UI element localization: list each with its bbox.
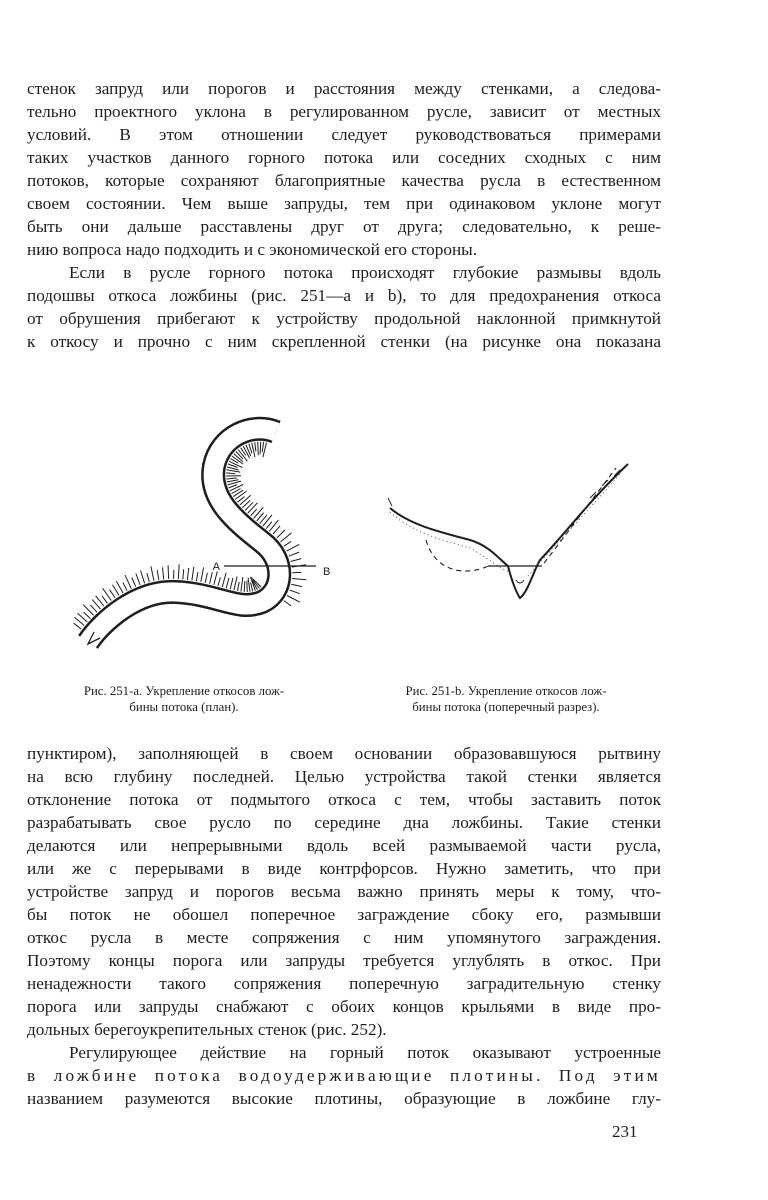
hatch-mark — [235, 491, 246, 499]
text-line: порога или запруды снабжают с обоих концов крыльями в виде про- — [27, 997, 661, 1016]
hatch-mark — [258, 442, 259, 455]
hatch-mark — [234, 577, 237, 591]
hatch-mark — [287, 596, 300, 603]
hatch-mark — [251, 583, 253, 592]
hatch-mark — [227, 480, 239, 482]
hatch-mark — [240, 495, 251, 505]
text-line: устройстве запруд и порогов весьма важно принять меры к тому, что- — [27, 882, 661, 901]
hatch-mark — [262, 442, 263, 452]
hatch-mark — [201, 567, 204, 582]
text-line: названием разумеются высокие плотины, образующие в ложбине глу- — [27, 1089, 661, 1108]
section-label-a: A — [212, 561, 220, 573]
text-line: стенок запруд или порогов и расстояния между стенками, а следова- — [27, 79, 661, 98]
hatch-mark — [132, 578, 136, 587]
hatch-mark — [230, 578, 233, 589]
hatch-mark — [74, 623, 82, 629]
hatch-mark — [205, 573, 207, 583]
hatch-mark — [210, 572, 213, 584]
text-line: нию вопроса надо подходить и с экономической его стороны. — [27, 240, 478, 259]
hatch-mark — [229, 485, 238, 488]
hatch-mark — [281, 533, 292, 542]
hatch-mark — [102, 596, 108, 604]
hatch-mark — [147, 573, 149, 582]
hatch-mark — [136, 574, 140, 586]
figure-251a-caption — [40, 683, 328, 715]
hatch-mark — [238, 582, 240, 591]
hatch-mark — [291, 584, 302, 586]
hatch-mark — [289, 552, 299, 556]
hatch-mark — [263, 515, 272, 526]
page-number: 231 — [612, 1122, 638, 1141]
hatch-mark — [255, 442, 256, 451]
text-line: откос русла в месте сопряжения с ним упомянутого заграждения. — [27, 928, 661, 947]
hatch-mark — [163, 567, 164, 579]
hatch-mark — [244, 581, 245, 592]
hatch-mark — [260, 442, 261, 454]
figure-251b-section — [370, 440, 650, 630]
hatch-mark — [113, 585, 120, 596]
hatch-mark — [290, 590, 300, 594]
hatch-mark — [226, 578, 229, 588]
hatch-mark — [226, 478, 236, 479]
hatch-mark — [277, 530, 285, 538]
text-block-top — [27, 77, 661, 353]
section-label-b: B — [323, 566, 331, 578]
hatch-mark — [151, 566, 154, 581]
text-line: бы поток не обошел поперечное заграждение сбоку его, размывши — [27, 905, 661, 924]
text-line: быть они дальше расставлены друг от друга; следовательно, к реше- — [27, 217, 661, 236]
hatch-mark — [90, 605, 97, 612]
hatch-mark — [236, 452, 243, 459]
soil-texture — [390, 474, 620, 576]
surface-ticks — [388, 470, 620, 506]
caption-line: бины потока (план). — [129, 700, 239, 714]
text-line: таких участков данного горного потока или соседних сходных с ним — [27, 148, 661, 167]
text-line: потоков, которые сохраняют благоприятные качества русла в естественном — [27, 171, 661, 190]
hatch-mark — [254, 507, 264, 518]
hatch-mark — [284, 601, 291, 606]
text-line: к откосу и прочно с ним скрепленной стенки (на рисунке она показана — [27, 332, 661, 351]
hatch-mark — [196, 572, 198, 581]
hatch-mark — [233, 490, 243, 496]
hatch-mark — [248, 578, 250, 592]
hatch-mark — [287, 544, 300, 551]
text-line: делаются или непрерывными вдоль всей размываемой части русла, — [27, 836, 661, 855]
hatch-mark — [222, 573, 226, 587]
text-line: или же с перерывами в виде контрфорсов. Нужно заметить, что при — [27, 859, 661, 878]
hatch-mark — [266, 522, 272, 529]
hatch-mark — [292, 579, 306, 580]
text-line: тельно проектного уклона в регулированном русле, зависит от местных — [27, 102, 661, 121]
hatch-mark — [178, 564, 179, 579]
retaining-wall-dashed — [426, 468, 616, 571]
text-block-bottom — [27, 742, 661, 1110]
hatch-mark — [284, 541, 292, 546]
text-line: подошвы откоса ложбины (рис. 251—a и b), то для предохранения откоса — [27, 286, 661, 305]
text-line: в ложбине потока водоудерживающие плотины. Под этим — [27, 1066, 661, 1085]
text-line: на всю глубину последней. Целью устройства такой стенки является — [27, 767, 661, 786]
hatch-mark — [183, 569, 184, 579]
text-line: от обрушения прибегают к устройству продольной наклонной примкнутой — [27, 309, 661, 328]
hatch-mark — [218, 577, 220, 586]
hatch-mark — [123, 583, 127, 591]
hatch-mark — [192, 567, 194, 581]
hatch-mark — [187, 568, 188, 580]
hatch-mark — [230, 485, 243, 491]
hatch-mark — [214, 571, 218, 585]
caption-line: Рис. 251-b. Укрепление откосов лож- — [405, 684, 607, 698]
text-line: пунктиром), заполняющей в своем основании образовавшуюся рытвину — [27, 744, 661, 763]
text-line: разрабатывать свое русло по середине дна ложбины. Такие стенки — [27, 813, 661, 832]
text-line: своем состоянии. Чем выше запруды, тем при одинаковом уклоне могут — [27, 194, 661, 213]
hatch-mark — [248, 503, 258, 513]
hatch-mark — [241, 577, 243, 592]
text-line: дольных берегоукрепительных стенок (рис. 252). — [27, 1020, 387, 1039]
hatch-mark — [141, 571, 145, 584]
caption-line: бины потока (поперечный разрез). — [412, 700, 600, 714]
ground-profile — [390, 464, 628, 598]
text-line: Поэтому концы порога или запруды требуется углублять в откос. При — [27, 951, 661, 970]
hatch-mark — [125, 575, 131, 589]
hatch-mark — [273, 526, 280, 534]
hatch-mark — [291, 559, 302, 562]
hatch-mark — [116, 581, 123, 593]
hatch-mark — [251, 509, 257, 516]
figure-251a-plan — [48, 380, 348, 680]
stream-bed — [516, 580, 524, 583]
channel-bed — [88, 429, 279, 642]
text-line: отклонение потока от подмытого откоса с тем, чтобы заставить поток — [27, 790, 661, 809]
hatch-mark — [110, 590, 116, 598]
hatch-mark — [84, 612, 91, 619]
text-line: Если в русле горного потока происходят глубокие размывы вдоль — [69, 263, 661, 282]
text-line: условий. В этом отношении следует руководствоваться примерами — [27, 125, 661, 144]
hatch-mark — [226, 473, 235, 474]
caption-line: Рис. 251-a. Укрепление откосов лож- — [83, 684, 285, 698]
hatch-mark — [168, 565, 169, 579]
hatch-mark — [252, 443, 255, 458]
text-line: ненадежности такого сопряжения поперечную заградительную стенку — [27, 974, 661, 993]
figure-251b-caption — [358, 683, 654, 715]
text-line: Регулирующее действие на горный поток оказывают устроенные — [69, 1043, 661, 1062]
hatch-mark — [157, 570, 159, 580]
